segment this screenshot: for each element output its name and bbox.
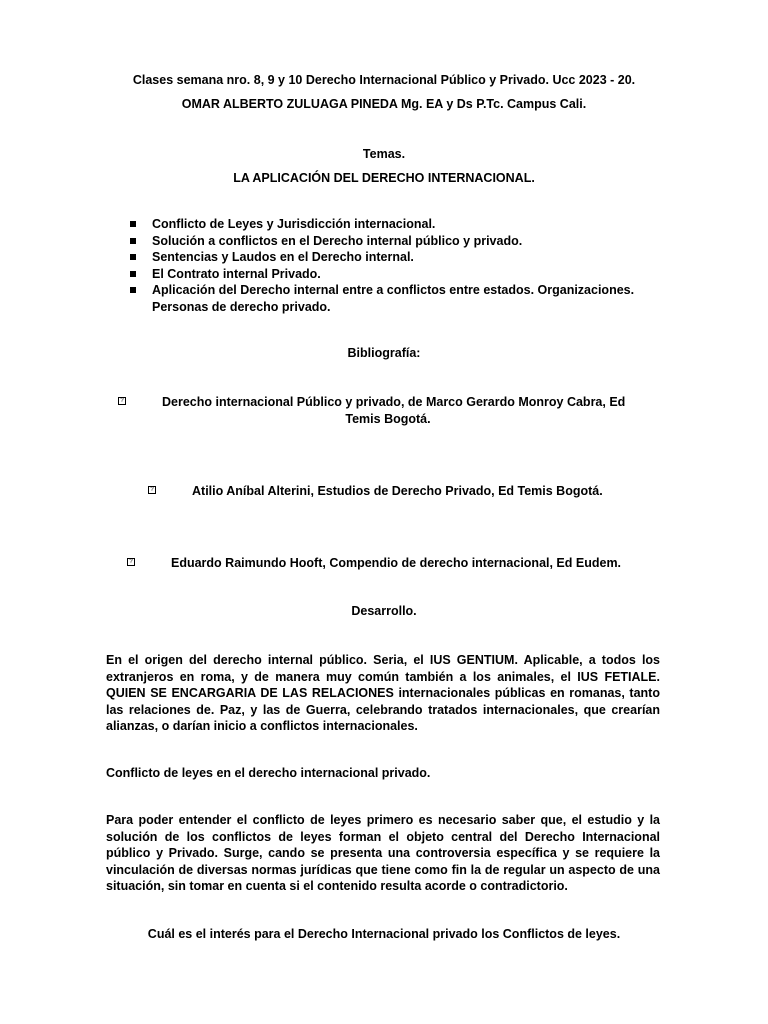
temas-title: LA APLICACIÓN DEL DERECHO INTERNACIONAL. bbox=[233, 171, 535, 185]
paragraph-origen: En el origen del derecho internal público. Seria, el IUS GENTIUM. Aplicable, a todos los extranjeros en roma, y de manera muy común también a los animales, el IUS FETIALE. QUIEN SE ENCARGARIA DE LAS RELACIONES internacionales públicas en romanas, tanto las relaciones de. Paz, y las de Guerra, celebrando tratados internacionales, que crearían alianzas, o darían inicio a conflictos internacionales. bbox=[106, 653, 660, 733]
placeholder-glyph-icon: ? bbox=[148, 486, 156, 494]
author-line: OMAR ALBERTO ZULUAGA PINEDA Mg. EA y Ds P.Tc. Campus Cali. bbox=[181, 97, 587, 111]
placeholder-glyph-icon: ? bbox=[127, 558, 135, 566]
course-title: Clases semana nro. 8, 9 y 10 Derecho Internacional Público y Privado. Ucc 2023 - 20. bbox=[132, 73, 636, 87]
list-item: Conflicto de Leyes y Jurisdicción internacional. bbox=[130, 216, 670, 233]
document-page: Clases semana nro. 8, 9 y 10 Derecho Internacional Público y Privado. Ucc 2023 - 20. OMAR ALBERTO ZULUAGA PINEDA Mg. EA y Ds P.Tc. Campus Cali. Temas. LA APLICACIÓN DEL DERECHO INTERNACIONAL. Conflicto de Leyes y Jurisdicción internacional. Solución a conflictos en el Derecho internal público y privado. Sentencias y Laudos en el Derecho internal. El Contrato internal Privado. Aplicación del Derecho internal entre a conflictos entre estados. Organizaciones. Personas de derecho privado. Bibliografía: ? Derecho internacional Público y privado, de Marco Gerardo Monroy Cabra, Ed Temis Bogotá. ? Atilio Aníbal Alterini, Estudios de Derecho Privado, Ed Temis Bogotá. ? Eduardo Raimundo Hooft, Compendio de derecho internacional, Ed Eudem. Desarrollo. En el origen del derecho internal público. Seria, el IUS GENTIUM. Aplicable, a todos los extranjeros en roma, y de manera muy común también a los animales, el IUS FETIALE. QUIEN SE ENCARGARIA DE LAS RELACIONES internacionales públicas en romanas, tanto las relaciones de. Paz, y las de Guerra, celebrando tratados internacionales, que crearían alianzas, o darían inicio a conflictos internacionales. Conflicto de leyes en el derecho internacional privado. Para poder entender el conflicto de leyes primero es necesario saber que, el estudio y la solución de los conflictos de leyes forman el objeto central del Derecho Internacional público y Privado. Surge, cando se presenta una controversia específica y se requiere la vinculación de diversas normas jurídicas que tiene como fin la de regular un aspecto de una situación, sin tomar en cuenta si el contenido resulta acorde o contradictorio. Cuál es el interés para el Derecho Internacional privado los Conflictos de leyes. bbox=[0, 0, 768, 1024]
paragraph-conflicto: Para poder entender el conflicto de leyes primero es necesario saber que, el estudio y la solución de los conflictos de leyes forman el objeto central del Derecho Internacional público y Privado. Surge, cando se presenta una controversia específica y se requiere la vinculación de diversas normas jurídicas que tiene como fin la de regular un aspecto de una situación, sin tomar en cuenta si el contenido resulta acorde o contradictorio. bbox=[106, 813, 660, 893]
list-item: El Contrato internal Privado. bbox=[130, 266, 670, 283]
bullet-icon bbox=[130, 238, 136, 244]
bibliography-entry: ? Eduardo Raimundo Hooft, Compendio de derecho internacional, Ed Eudem. bbox=[127, 555, 577, 572]
bullet-icon bbox=[130, 287, 136, 293]
list-item: Aplicación del Derecho internal entre a conflictos entre estados. Organizaciones. Personas de derecho privado. bbox=[130, 282, 670, 315]
bullet-icon bbox=[130, 221, 136, 227]
desarrollo-label: Desarrollo. bbox=[351, 604, 417, 618]
placeholder-glyph-icon: ? bbox=[118, 397, 126, 405]
bibliography-entry: ? Atilio Aníbal Alterini, Estudios de Derecho Privado, Ed Temis Bogotá. bbox=[148, 483, 559, 500]
temas-label: Temas. bbox=[362, 147, 406, 161]
bullet-icon bbox=[130, 271, 136, 277]
bibliografia-label: Bibliografía: bbox=[347, 346, 421, 360]
bullet-icon bbox=[130, 254, 136, 260]
subheading-conflicto: Conflicto de leyes en el derecho internacional privado. bbox=[106, 766, 431, 780]
question-heading: Cuál es el interés para el Derecho Internacional privado los Conflictos de leyes. bbox=[147, 927, 621, 941]
list-item: Solución a conflictos en el Derecho internal público y privado. bbox=[130, 233, 670, 250]
topics-list bbox=[130, 216, 670, 315]
list-item: Sentencias y Laudos en el Derecho internal. bbox=[130, 249, 670, 266]
